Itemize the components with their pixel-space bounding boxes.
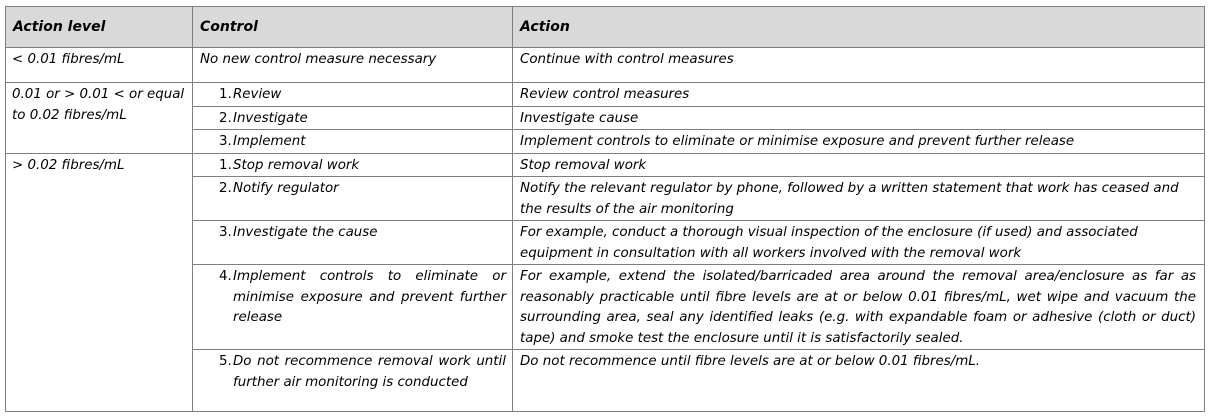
action-cell: Stop removal work [513, 153, 1205, 177]
control-cell [193, 177, 513, 221]
control-cell: No new control measure necessary [193, 48, 513, 83]
action-cell: For example, extend the isolated/barricaded area around the removal area/enclosure as far as reasonably practicable until fibre levels are at or below 0.01 fibres/mL, wet wipe and vacuum the surrounding area, seal any identified leaks (e.g. with expandable foam or adhesive (cloth or duct) tape) and smoke test the enclosure until it is satisfactorily sealed. [513, 265, 1205, 350]
control-text: Review [233, 87, 282, 102]
control-number: 4. [219, 269, 232, 284]
table-row [6, 153, 1205, 177]
control-cell [193, 221, 513, 265]
action-level-table [5, 6, 1205, 412]
header-action-level: Action level [6, 7, 193, 48]
action-cell: Notify the relevant regulator by phone, followed by a written statement that work has ceased and the results of the air monitoring [513, 177, 1205, 221]
control-number: 2. [219, 181, 232, 196]
control-cell [193, 350, 513, 412]
control-number: 1. [219, 87, 232, 102]
control-text: Implement [233, 134, 306, 149]
action-cell: Do not recommence until fibre levels are at or below 0.01 fibres/mL. [513, 350, 1205, 412]
control-cell [193, 130, 513, 154]
control-number: 3. [219, 225, 232, 240]
action-level-cell: 0.01 or > 0.01 < or equal to 0.02 fibres/mL [6, 83, 193, 154]
action-cell: For example, conduct a thorough visual inspection of the enclosure (if used) and associated equipment in consultation with all workers involved with the removal work [513, 221, 1205, 265]
action-cell: Investigate cause [513, 106, 1205, 130]
control-text: Investigate [233, 110, 308, 126]
table-row [6, 48, 1205, 83]
control-text: Notify regulator [233, 181, 339, 196]
table-row [6, 83, 1205, 107]
header-action: Action [513, 7, 1205, 48]
control-cell [193, 265, 513, 350]
control-text: Do not recommence removal work until further air monitoring is conducted [233, 354, 506, 390]
action-cell: Review control measures [513, 83, 1205, 107]
control-number: 1. [219, 157, 232, 173]
control-number: 3. [219, 134, 232, 149]
control-text: Implement controls to eliminate or minimise exposure and prevent further release [233, 269, 506, 325]
control-number: 2. [219, 110, 232, 126]
control-text: Investigate the cause [233, 225, 378, 240]
table-header-row [6, 7, 1205, 48]
control-cell [193, 83, 513, 107]
control-cell [193, 106, 513, 130]
action-level-cell: > 0.02 fibres/mL [6, 153, 193, 412]
control-number: 5. [219, 354, 232, 369]
action-cell: Continue with control measures [513, 48, 1205, 83]
action-cell: Implement controls to eliminate or minimise exposure and prevent further release [513, 130, 1205, 154]
action-level-cell: < 0.01 fibres/mL [6, 48, 193, 83]
control-text: Stop removal work [233, 157, 360, 173]
header-control: Control [193, 7, 513, 48]
control-cell [193, 153, 513, 177]
